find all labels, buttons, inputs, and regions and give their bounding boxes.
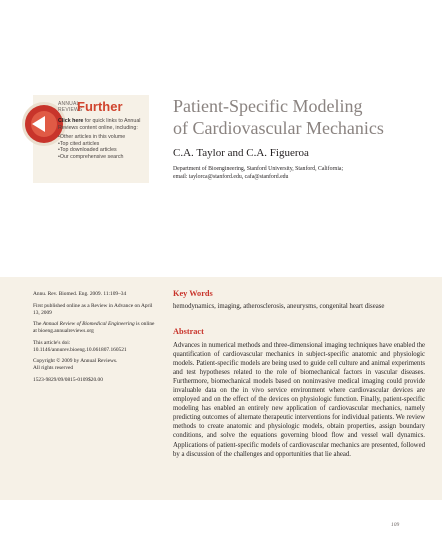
page-number: 109 [391,522,400,528]
article-metadata [33,291,155,388]
further-description [58,118,146,160]
doi-block [33,340,155,354]
title-line-2: of Cardiovascular Mechanics [173,118,384,138]
journal-online [33,321,155,335]
copyright: Copyright © 2009 by Annual Reviews. [33,358,118,364]
further-link-item[interactable]: • Our comprehensive search [58,154,146,161]
first-published: First published online as a Review in Advance on April 13, 2009 [33,302,153,316]
further-link-item[interactable]: • Other articles in this volume [58,134,146,141]
keywords-heading: Key Words [173,289,213,298]
affiliation: Department of Bioengineering, Stanford University, Stanford, California; [173,166,344,172]
annual-reviews-label: ANNUAL REVIEWS [58,101,83,113]
further-links-box[interactable] [33,95,149,183]
title-line-1: Patient-Specific Modeling [173,96,363,116]
author-emails: email: taylorca@stanford.edu, cafa@stanford.edu [173,173,289,180]
further-intro: for quick links to Annual Reviews content online, including: [58,118,141,131]
further-label: Further [77,99,123,114]
copyright-block [33,358,155,372]
rights: All rights reserved [33,365,74,371]
further-header [58,99,123,114]
further-link-item[interactable]: • Top cited articles [58,141,146,148]
online-suffix: is online at bioeng.annualreviews.org [33,321,155,334]
keywords-text: hemodynamics, imaging, atherosclerosis, aneurysms, congenital heart disease [173,303,385,310]
journal-name: Annual Review of Biomedical Engineering [42,321,135,327]
affiliation-block [173,166,423,181]
doi-label: This article's doi: [33,339,71,346]
issn: 1523-9829/09/0815-0109$20.00 [33,376,103,383]
doi[interactable]: 10.1146/annurev.bioeng.10.061807.160521 [33,346,127,353]
abstract-text: Advances in numerical methods and three-dimensional imaging techniques have enabled the quantification of cardiovascular mechanics in subject-specific anatomic and physiologic models. Patient-specific models are being used to guide cell culture and animal experiments and test hypotheses related to the role of biomechanical factors in vascular diseases. Furthermore, biomechanical models based on noninvasive medical imaging could provide invaluable data on the in vivo service environment where cardiovascular devices are employed and on the effect of the devices on physiologic function. Finally, patient-specific modeling has enabled an entirely new application of cardiovascular mechanics, namely predicting outcomes of alternate therapeutic interventions for individual patients. We review methods to create anatomic and physiologic models, obtain properties, assign boundary conditions, and solve the equations governing blood flow and vessel wall dynamics. Applications of patient-specific models of cardiovascular mechanics are presented, followed by a discussion of the challenges and opportunities that lie ahead. [173,342,425,458]
online-prefix: The [33,321,43,327]
arrow-left-icon [32,116,45,132]
further-links-list [58,134,146,160]
article-title [173,95,423,139]
citation: Annu. Rev. Biomed. Eng. 2009. 11:109–34 [33,291,127,297]
authors: C.A. Taylor and C.A. Figueroa [173,147,309,159]
further-link-item[interactable]: • Top downloaded articles [58,147,146,154]
click-here-link[interactable]: Click here [58,118,84,124]
abstract-heading: Abstract [173,327,204,336]
